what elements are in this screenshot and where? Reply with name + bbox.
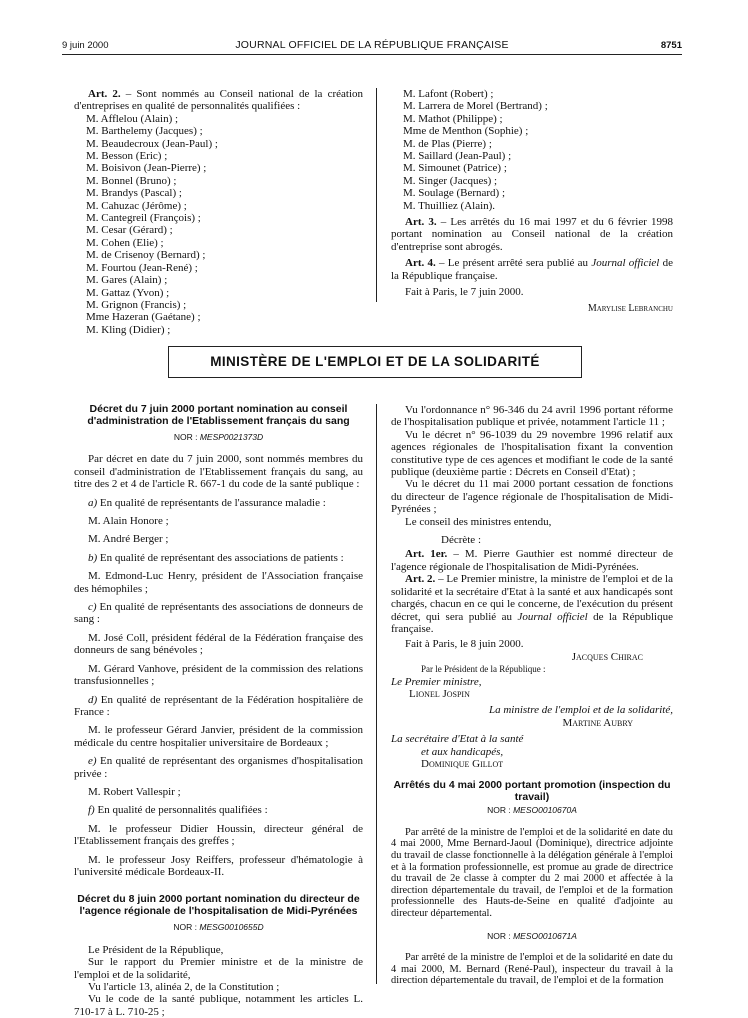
person-name: M. Singer (Jacques) ; bbox=[403, 174, 498, 187]
secretaire-title-2: et aux handicapés, bbox=[421, 745, 504, 758]
person-name: M. Thuilliez (Alain). bbox=[403, 199, 496, 212]
column-divider-bottom bbox=[376, 404, 377, 984]
nor-label: NOR : bbox=[487, 805, 514, 816]
signature-lebranchu: Marylise Lebranchu bbox=[587, 302, 673, 314]
fait-a-paris-2: Fait à Paris, le 8 juin 2000. bbox=[405, 638, 524, 651]
art2-text: – Sont nommés au Conseil national de la création d'entreprises en qualité de personnalités qualifiées : bbox=[74, 88, 363, 113]
arrete1-text: Par arrêté de la ministre de l'emploi et de la solidarité en date du 4 mai 2000, Mme Bernard-Jaoul (Dominique), directrice adjointe du travail de classe fonctionnelle à la délégation générale à l'emploi et à la formation professionnelle, est promue au grade de directrice du travail de 2e classe à compter du 2 mai 2000 et affectée à la direction départementale du travail, de l'emploi et de la formation professionnelle des Hauts-de-Seine en qualité d'adjointe au directeur départemental. bbox=[391, 826, 673, 919]
person-name: M. Saillard (Jean-Paul) ; bbox=[403, 150, 512, 163]
arrete2-text: Par arrêté de la ministre de l'emploi et de la solidarité en date du 4 mai 2000, M. Bernard (René-Paul), inspecteur du travail à la direction départementale du travail, de l'emploi et de la formation bbox=[391, 951, 673, 987]
art2-label-decret: Art. 2. bbox=[405, 573, 436, 586]
person-name: M. Fourtou (Jean-René) ; bbox=[86, 261, 198, 274]
arretes-nor1 bbox=[391, 804, 673, 816]
art3-paragraph bbox=[391, 216, 673, 253]
person-name: M. Grignon (Francis) ; bbox=[86, 298, 187, 311]
person-name: M. Mathot (Philippe) ; bbox=[403, 112, 503, 125]
category-letter: a) bbox=[88, 496, 98, 509]
art4-paragraph bbox=[391, 257, 673, 282]
visa-line: Vu le code de la santé publique, notamment les articles L. 710-17 à L. 710-25 ; bbox=[74, 993, 363, 1018]
signature-aubry: Martine Aubry bbox=[562, 716, 633, 729]
decret2-nor bbox=[74, 921, 363, 933]
member-entry: M. le professeur Gérard Janvier, président de la commission médicale du centre hospitalier universitaire de Bordeaux ; bbox=[74, 724, 363, 749]
category-f bbox=[74, 804, 363, 816]
decret1-nor bbox=[74, 431, 363, 443]
signature-chirac: Jacques Chirac bbox=[571, 650, 643, 663]
personalities-list-continued bbox=[391, 88, 673, 212]
header-date: 9 juin 2000 bbox=[62, 40, 109, 51]
nor-label: NOR : bbox=[173, 432, 200, 442]
signature-gillot: Dominique Gillot bbox=[421, 757, 504, 770]
art4-journal-officiel: Journal officiel bbox=[591, 257, 660, 270]
art4-text-b: de la République française. bbox=[391, 257, 673, 282]
nor-code: MESO0010671A bbox=[513, 930, 577, 941]
category-letter: b) bbox=[88, 551, 98, 564]
decrete: Décrète : bbox=[441, 534, 481, 547]
page-number: 8751 bbox=[660, 40, 682, 51]
category-letter: f) bbox=[88, 804, 95, 817]
member-entry: M. Robert Vallespir ; bbox=[88, 785, 181, 798]
person-name: M. Besson (Eric) ; bbox=[86, 150, 168, 163]
fait-a-paris-1: Fait à Paris, le 7 juin 2000. bbox=[405, 286, 524, 299]
nor-code: MESG0010655D bbox=[199, 922, 264, 933]
category-d bbox=[74, 694, 363, 719]
header-title: JOURNAL OFFICIEL DE LA RÉPUBLIQUE FRANÇAISE bbox=[235, 39, 509, 51]
person-name: M. Cesar (Gérard) ; bbox=[86, 224, 173, 237]
person-name: M. Beaudecroux (Jean-Paul) ; bbox=[86, 137, 218, 150]
person-name: M. Cantegreil (François) ; bbox=[86, 212, 201, 225]
art2-paragraph bbox=[74, 88, 363, 113]
person-name: M. de Crisenoy (Bernard) ; bbox=[86, 249, 206, 262]
nor-code: MESP0021373D bbox=[199, 432, 264, 442]
visa-line: Vu le décret n° 96-1039 du 29 novembre 1996 relatif aux agences régionales de l'hospitalisation fixant la convention constitutive type de ces agences et modifiant le code de la santé publique (deuxième partie : Décrets en Conseil d'Etat) ; bbox=[391, 428, 673, 479]
nor-code: MESO0010670A bbox=[513, 805, 577, 816]
category-text: En qualité de représentant des associations de patients : bbox=[97, 551, 344, 564]
person-name: M. Boisivon (Jean-Pierre) ; bbox=[86, 162, 207, 175]
visa-line: Vu l'ordonnance n° 96-346 du 24 avril 1996 portant réforme de l'hospitalisation publique et privée, notamment l'article 11 ; bbox=[391, 404, 673, 429]
art3-text: – Les arrêtés du 16 mai 1997 et du 6 février 1998 portant nomination au Conseil national de la création d'entreprise sont abrogés. bbox=[391, 216, 674, 253]
person-name: M. Soulage (Bernard) ; bbox=[403, 187, 506, 200]
category-text: En qualité de personnalités qualifiées : bbox=[94, 804, 268, 817]
decret1-title: Décret du 7 juin 2000 portant nomination au conseil d'administration de l'Etablissement français du sang bbox=[87, 403, 350, 427]
person-name: Mme de Menthon (Sophie) ; bbox=[403, 125, 529, 138]
person-name: M. de Plas (Pierre) ; bbox=[403, 137, 492, 150]
member-entry: M. Alain Honore ; bbox=[88, 515, 169, 528]
art2-text-b: de la République française. bbox=[391, 610, 673, 635]
nor-label: NOR : bbox=[487, 930, 514, 941]
art4-text-a: – Le présent arrêté sera publié au bbox=[435, 257, 592, 270]
visa-line: Le conseil des ministres entendu, bbox=[405, 515, 552, 528]
visa-line: Vu le décret du 11 mai 2000 portant cessation de fonctions du directeur de l'agence régionale de l'hospitalisation de Midi-Pyrénées ; bbox=[391, 478, 673, 516]
member-entry: M. José Coll, président fédéral de la Fédération française des donneurs de sang bénévoles ; bbox=[74, 631, 363, 657]
category-text: En qualité de représentant de la Fédération hospitalière de France : bbox=[74, 693, 363, 718]
personalities-list bbox=[74, 113, 363, 336]
person-name: M. Brandys (Pascal) ; bbox=[86, 187, 182, 200]
visa-line: Vu l'article 13, alinéa 2, de la Constitution ; bbox=[88, 981, 280, 993]
art1-text: – M. Pierre Gauthier est nommé directeur de l'agence régionale de l'hospitalisation de Midi-Pyrénées. bbox=[391, 548, 673, 573]
person-name: M. Gattaz (Yvon) ; bbox=[86, 286, 170, 299]
column-divider-top bbox=[376, 88, 377, 302]
art3-label: Art. 3. bbox=[405, 216, 437, 229]
art2-journal-officiel: Journal officiel bbox=[517, 610, 588, 623]
decret1-body bbox=[74, 497, 363, 885]
top-right-column bbox=[391, 88, 673, 315]
art2-label: Art. 2. bbox=[88, 88, 121, 100]
category-c bbox=[74, 601, 363, 626]
art4-label: Art. 4. bbox=[405, 257, 436, 270]
category-text: En qualité de représentants de l'assurance maladie : bbox=[97, 496, 326, 509]
top-left-column bbox=[74, 88, 363, 336]
category-letter: d) bbox=[88, 693, 98, 706]
bottom-left-column bbox=[74, 404, 363, 1018]
category-text: En qualité de représentant des organismes d'hospitalisation privée : bbox=[74, 755, 363, 780]
person-name: M. Bonnel (Bruno) ; bbox=[86, 174, 177, 187]
arretes-title: Arrêtés du 4 mai 2000 portant promotion (inspection du travail) bbox=[393, 779, 671, 803]
person-name: Mme Hazeran (Gaétane) ; bbox=[86, 311, 201, 324]
par-le-president: Par le Président de la République : bbox=[421, 664, 546, 675]
decret2-visas-left bbox=[74, 944, 363, 1018]
pm-title: Le Premier ministre, bbox=[391, 675, 482, 688]
decret2-visas-right bbox=[391, 404, 673, 528]
decret2-art2 bbox=[391, 573, 673, 635]
visa-line: Le Président de la République, bbox=[88, 943, 224, 956]
member-entry: M. Gérard Vanhove, président de la commission des relations transfusionnelles ; bbox=[74, 662, 363, 688]
decret1-intro: Par décret en date du 7 juin 2000, sont nommés membres du conseil d'administration de l'Etablissement français du sang, au titre des 2 et 4 de l'article R. 667-1 du code de la santé publique : bbox=[74, 453, 363, 491]
art2-text-a: – Le Premier ministre, la ministre de l'emploi et de la solidarité et la secrétaire d'Etat à la santé et aux handicapés sont chargés, chacun en ce qui le concerne, de l'exécution du présent décret, qui sera publié au bbox=[391, 573, 673, 623]
person-name: M. Kling (Didier) ; bbox=[86, 323, 171, 336]
person-name: M. Barthelemy (Jacques) ; bbox=[86, 125, 203, 138]
visa-line: Sur le rapport du Premier ministre et de la ministre de l'emploi et de la solidarité, bbox=[74, 956, 363, 981]
person-name: M. Gares (Alain) ; bbox=[86, 274, 168, 287]
category-a bbox=[74, 497, 363, 509]
member-entry: M. Edmond-Luc Henry, président de l'Association française des hémophiles ; bbox=[74, 570, 363, 595]
category-text: En qualité de représentants des associations de donneurs de sang : bbox=[74, 601, 363, 626]
ministre-title: La ministre de l'emploi et de la solidarité, bbox=[488, 704, 673, 717]
decret2-title: Décret du 8 juin 2000 portant nomination du directeur de l'agence régionale de l'hospitalisation de Midi-Pyrénées bbox=[77, 893, 360, 917]
secretaire-title-1: La secrétaire d'Etat à la santé bbox=[391, 733, 524, 746]
person-name: M. Cohen (Elie) ; bbox=[86, 236, 164, 249]
art1-label: Art. 1er. bbox=[405, 548, 448, 561]
page-header bbox=[62, 38, 682, 55]
member-entry: M. le professeur Josy Reiffers, professeur d'hématologie à l'université médicale Bordeaux-II. bbox=[74, 853, 363, 878]
signature-jospin: Lionel Jospin bbox=[409, 687, 470, 700]
category-letter: c) bbox=[88, 601, 97, 614]
ministry-banner: MINISTÈRE DE L'EMPLOI ET DE LA SOLIDARITÉ bbox=[168, 346, 582, 378]
person-name: M. Lafont (Robert) ; bbox=[403, 88, 494, 100]
arretes-nor2 bbox=[391, 930, 673, 942]
category-b bbox=[74, 552, 363, 564]
decret2-art1 bbox=[391, 548, 673, 573]
person-name: M. Simounet (Patrice) ; bbox=[403, 162, 507, 175]
person-name: M. Larrera de Morel (Bertrand) ; bbox=[403, 100, 548, 113]
member-entry: M. le professeur Didier Houssin, directeur général de l'Etablissement français des greffes ; bbox=[74, 822, 363, 848]
person-name: M. Afflelou (Alain) ; bbox=[86, 112, 179, 125]
person-name: M. Cahuzac (Jérôme) ; bbox=[86, 199, 187, 212]
category-e bbox=[74, 755, 363, 780]
nor-label: NOR : bbox=[173, 922, 200, 933]
category-letter: e) bbox=[88, 755, 97, 768]
member-entry: M. André Berger ; bbox=[88, 533, 169, 546]
bottom-right-column bbox=[391, 404, 673, 987]
